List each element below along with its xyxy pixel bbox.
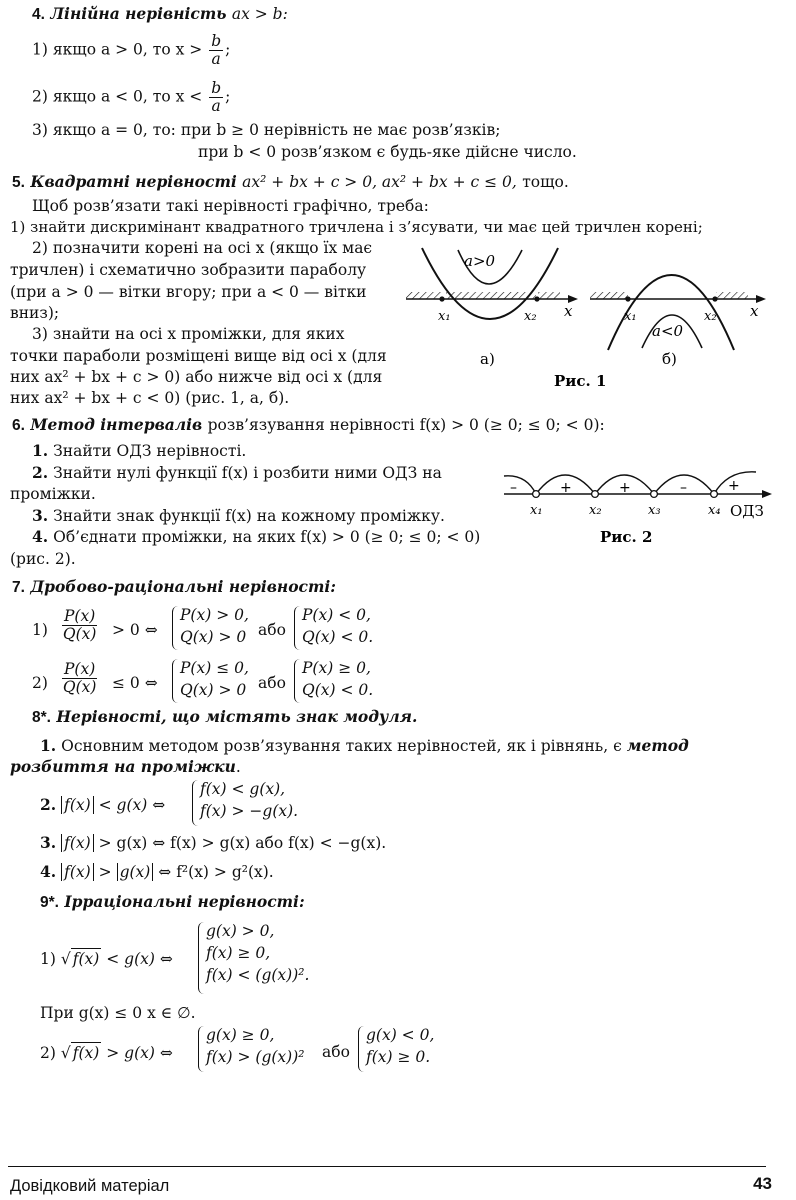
hatch-right-b (716, 292, 748, 299)
numerator: P(x) (64, 607, 96, 625)
sec7-number: 7. (12, 579, 25, 596)
sec9-title: Ірраціональні нерівності: (64, 892, 305, 911)
sec5-title: Квадратні нерівності (30, 172, 237, 191)
system-line: P(x) ≥ 0, (302, 659, 371, 677)
relation: < g(x) ⇔ (106, 950, 173, 968)
sec5-heading (12, 172, 569, 193)
rule-label: 2) (40, 1044, 56, 1062)
fig-b-axis-label: x (750, 302, 759, 320)
system-line: Q(x) > 0 (180, 628, 247, 646)
relation: > g(x) ⇔ (106, 1044, 173, 1062)
sec7-rule1-label: 1) (32, 621, 48, 639)
radicand: f(x) (72, 950, 100, 968)
sec8-title: Нерівності, що містять знак модуля. (56, 707, 418, 726)
sec9-rule2 (40, 1042, 173, 1063)
point-text: Основним методом розв’язування таких нерівностей, як і рівнянь, є (61, 737, 622, 755)
sec7-rule1-relation: > 0 ⇔ (112, 621, 158, 639)
sign-1: – (510, 480, 517, 496)
hatch-right (538, 292, 560, 299)
sec4-case2-fraction (209, 80, 223, 115)
system-line: P(x) > 0, (180, 606, 249, 624)
brace-line (192, 780, 199, 826)
sec5-step2-line4: вниз); (10, 304, 60, 322)
step-number: 2. (32, 463, 49, 482)
brace-line (172, 606, 179, 650)
point-emphasis: метод (626, 736, 689, 755)
sec7-title: Дробово-раціональні нерівності (30, 577, 331, 596)
brace-line (198, 1026, 205, 1072)
sec8-p2-system (200, 778, 298, 822)
point-number: 1. (40, 736, 57, 755)
sec7-rule2-system-b (302, 657, 373, 701)
punct: ; (225, 87, 231, 106)
brace-line (198, 922, 205, 994)
sec5-step3-line3: них ax² + bx + c > 0) або нижче від осі x (для (10, 368, 383, 386)
sec9-number: 9*. (40, 894, 59, 911)
point-x4 (711, 491, 718, 498)
sec5-number: 5. (12, 174, 25, 191)
sec4-case1-text: 1) якщо a > 0, то x > (32, 40, 203, 59)
figure-1-caption: Рис. 1 (554, 372, 607, 390)
sec7-rule1-fraction (62, 608, 97, 643)
system-line: Q(x) < 0. (302, 681, 374, 699)
label-x3: x₃ (648, 503, 661, 518)
system-line: g(x) > 0, (206, 922, 275, 940)
sec9-rule2-or: або (322, 1043, 350, 1061)
root-x2-b (712, 296, 717, 301)
figure-1-parabolas (400, 240, 790, 390)
sec5-title-expr: ax² + bx + c > 0, ax² + bx + c ≤ 0, (242, 173, 517, 191)
point-x2 (592, 491, 599, 498)
sec4-heading (32, 4, 288, 25)
step-text: Об’єднати проміжки, на яких f(x) > 0 (≥ 0; ≤ 0; < 0) (53, 528, 481, 546)
sec7-rule2-label: 2) (32, 674, 48, 692)
figure-2-intervals (500, 466, 790, 550)
sec9-note: При g(x) ≤ 0 x ∈ ∅. (40, 1004, 196, 1022)
denominator: a (211, 50, 221, 68)
relation: > (98, 863, 112, 881)
relation: < g(x) ⇔ (98, 796, 166, 814)
point-text: > g(x) ⇔ f(x) > g(x) або f(x) < −g(x). (98, 834, 387, 852)
point-number: 4. (40, 862, 57, 881)
sec7-rule1-system-b (302, 604, 373, 648)
sec7-rule2-relation: ≤ 0 ⇔ (112, 674, 158, 692)
label-x2: x₂ (589, 503, 602, 518)
numerator: P(x) (64, 660, 96, 678)
sec5-step1: 1) знайти дискримінант квадратного тричлена і з’ясувати, чи має цей тричлен корені; (10, 218, 703, 236)
sec5-title-end: тощо. (522, 173, 569, 191)
system-line: g(x) < 0, (366, 1026, 435, 1044)
label-x4: x₄ (708, 503, 721, 518)
sec7-rule2-fraction-wrap (60, 661, 99, 696)
sec7-rule1-or: або (258, 621, 286, 639)
step-text: Знайти знак функції f(x) на кожному проміжку. (53, 507, 445, 525)
fig-a-condition: a>0 (464, 252, 496, 270)
sec9-rule1-system (206, 920, 309, 986)
denominator: Q(x) (62, 678, 97, 696)
abs-value: f(x) (61, 796, 94, 814)
brace-line (294, 606, 301, 650)
hatch-middle (446, 292, 536, 299)
fig-a-axis-label: x (564, 302, 573, 320)
step-number: 4. (32, 527, 49, 546)
sec7-colon: : (330, 577, 337, 596)
abs-value: g(x) (117, 863, 154, 881)
sec6-number: 6. (12, 417, 25, 434)
sec8-p2 (40, 795, 165, 815)
sec4-case2 (32, 80, 230, 115)
sec6-step4-line2: (рис. 2). (10, 550, 76, 568)
sec6-step3 (32, 506, 445, 526)
sec6-step2-line2: проміжки. (10, 485, 96, 503)
denominator: Q(x) (62, 625, 97, 643)
sec9-rule1 (40, 948, 173, 969)
sec5-step3-line2: точки параболи розміщені вище від осі x (для (10, 347, 387, 365)
sec7-rule2-system-a (180, 657, 249, 701)
sec9-rule2-system-b (366, 1024, 434, 1068)
fig-b-x1: x₁ (624, 309, 637, 324)
sec8-p4 (40, 862, 274, 882)
sign-2: + (560, 480, 572, 496)
step-number: 1. (32, 441, 49, 460)
sec5-step3-line1: 3) знайти на осі x проміжки, для яких (32, 325, 345, 343)
fig-b-x2: x₂ (704, 309, 717, 324)
point-x1 (533, 491, 540, 498)
fig-a-x2: x₂ (524, 309, 537, 324)
system-line: f(x) ≥ 0, (206, 944, 271, 962)
sec4-case2-text: 2) якщо a < 0, то x < (32, 87, 203, 106)
sec7-heading (12, 577, 336, 598)
sec4-case1-fraction (209, 33, 223, 68)
system-line: f(x) > −g(x). (200, 802, 299, 820)
system-line: Q(x) < 0. (302, 628, 374, 646)
step-text: Знайти нулі функції f(x) і розбити ними ОДЗ на (53, 464, 442, 482)
footer-rule (8, 1166, 766, 1167)
brace-line (294, 659, 301, 703)
number-line-arrow (762, 490, 772, 498)
sec5-step2-line3: (при a > 0 — вітки вгору; при a < 0 — вітки (10, 283, 367, 301)
system-line: g(x) ≥ 0, (206, 1026, 275, 1044)
sec7-rule1-fraction-wrap (60, 608, 99, 643)
sign-4: – (680, 480, 687, 496)
sec6-step2 (32, 463, 442, 483)
sec5-step3-line4: них ax² + bx + c < 0) (рис. 1, а, б). (10, 389, 290, 407)
sec4-case1 (32, 33, 230, 68)
rule-label: 1) (40, 950, 56, 968)
odz-label: ОДЗ (730, 502, 764, 520)
sec5-step2-line2: тричлен) і схематично зобразити параболу (10, 261, 367, 279)
sec6-step4 (32, 527, 480, 547)
punct: ; (225, 40, 231, 59)
fig-a-label: а) (480, 350, 495, 368)
point-number: 2. (40, 795, 57, 814)
sqrt-icon: √ (60, 950, 71, 968)
sec8-p3 (40, 833, 386, 853)
system-line: f(x) < (g(x))². (206, 966, 310, 984)
sec6-title: Метод інтервалів (30, 415, 203, 434)
sec4-title-expr: ax > b: (231, 5, 288, 23)
radicand: f(x) (72, 1044, 100, 1062)
root-x1-b (625, 296, 630, 301)
arc-1 (504, 476, 536, 494)
abs-value: f(x) (61, 863, 94, 881)
footer-title: Довідковий матеріал (10, 1177, 170, 1195)
system-line: f(x) < g(x), (200, 780, 286, 798)
system-line: P(x) ≤ 0, (180, 659, 249, 677)
sec7-rule2-fraction (62, 661, 97, 696)
sec8-p1-line2 (10, 757, 241, 777)
sec4-number: 4. (32, 6, 45, 23)
denominator: a (211, 97, 221, 115)
hatch-left (406, 292, 442, 299)
system-line: P(x) < 0, (302, 606, 371, 624)
root-x1 (439, 296, 444, 301)
sec4-title: Лінійна нерівність (50, 4, 227, 23)
sec8-p1-line1 (40, 736, 689, 756)
step-text: Знайти ОДЗ нерівності. (53, 442, 247, 460)
sec4-case3-line1: 3) якщо a = 0, то: при b ≥ 0 нерівність не має розв’язків; (32, 121, 501, 139)
brace-line (358, 1026, 365, 1072)
system-line: f(x) > (g(x))² (206, 1048, 305, 1066)
system-line: f(x) ≥ 0. (366, 1048, 431, 1066)
label-x1: x₁ (530, 503, 543, 518)
sec8-number: 8*. (32, 709, 51, 726)
sec6-step1 (32, 441, 246, 461)
sign-5: + (728, 478, 740, 494)
sec4-case3-line2: при b < 0 розв’язком є будь-яке дійсне число. (198, 143, 577, 161)
numerator: b (211, 79, 222, 97)
sec9-heading (40, 892, 305, 913)
numerator: b (211, 32, 222, 50)
sec6-heading (12, 415, 605, 436)
abs-value: f(x) (61, 834, 94, 852)
sec7-rule1-system-a (180, 604, 249, 648)
point-text: ⇔ f²(x) > g²(x). (158, 863, 274, 881)
sec6-title-rest: розв’язування нерівності f(x) > 0 (≥ 0; ≤ 0; < 0): (207, 416, 605, 434)
brace-line (172, 659, 179, 703)
sec7-rule2-or: або (258, 674, 286, 692)
system-line: Q(x) > 0 (180, 681, 247, 699)
page-number: 43 (753, 1174, 772, 1193)
fig-b-condition: a<0 (652, 322, 684, 340)
sqrt-icon: √ (60, 1044, 71, 1062)
hatch-left-b (590, 292, 628, 299)
sec5-intro: Щоб розв’язати такі нерівності графічно, треба: (32, 197, 429, 215)
root-x2 (534, 296, 539, 301)
sec9-rule2-system-a (206, 1024, 304, 1068)
sec8-heading (32, 707, 417, 728)
fig-a-x1: x₁ (438, 309, 451, 324)
point-x3 (651, 491, 658, 498)
point-emphasis: розбиття на проміжки (10, 757, 236, 776)
punct: . (235, 758, 241, 776)
point-number: 3. (40, 833, 57, 852)
sec5-step2-line1: 2) позначити корені на осі x (якщо їх має (32, 239, 373, 257)
fig-b-label: б) (662, 350, 677, 368)
sign-3: + (619, 480, 631, 496)
figure-2-caption: Рис. 2 (600, 528, 653, 546)
step-number: 3. (32, 506, 49, 525)
